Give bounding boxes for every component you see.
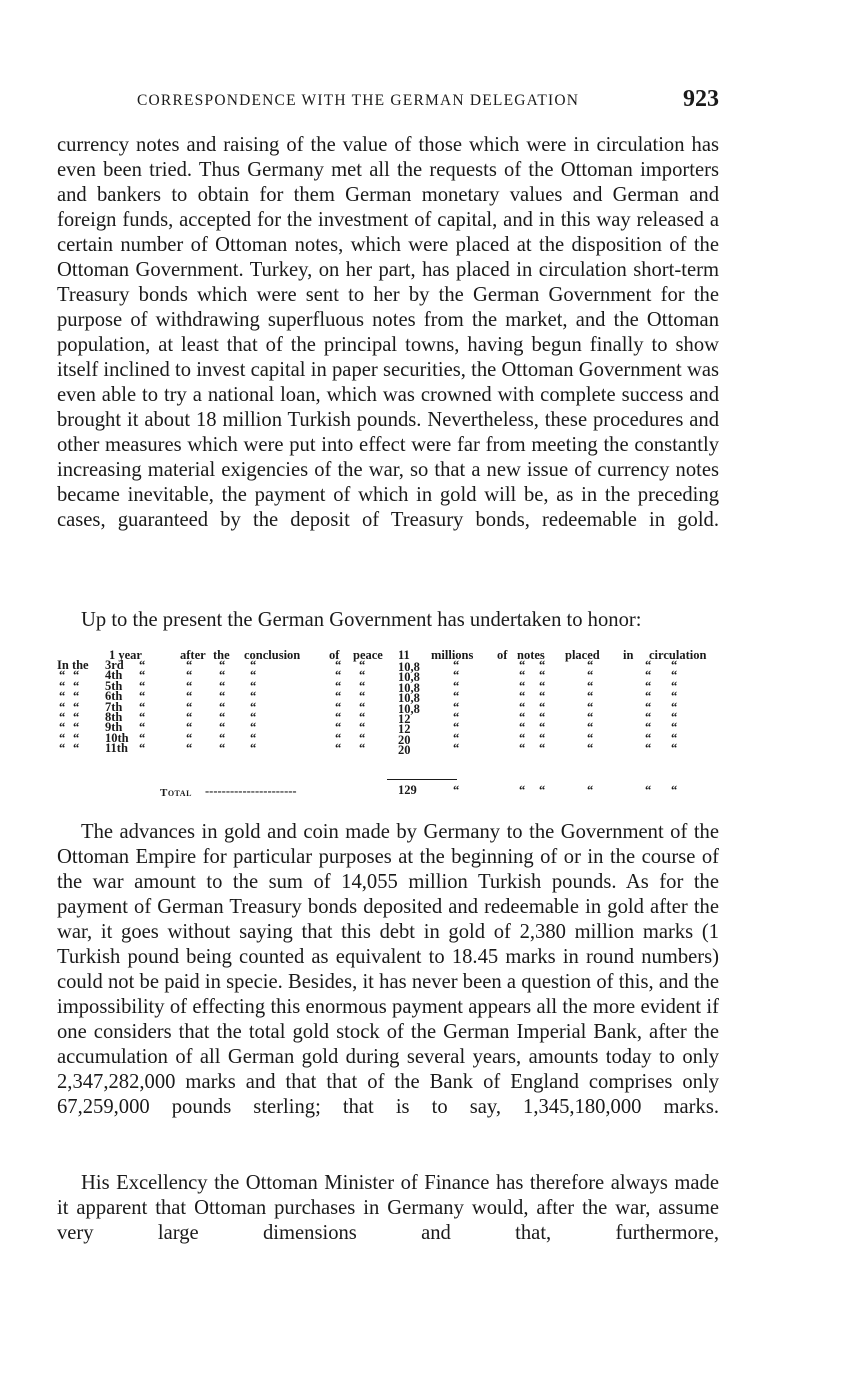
ditto-mark: “ [139,689,146,704]
redemption-schedule-table [57,646,737,799]
ditto-mark: “ [519,699,526,714]
ditto-mark: “ [587,720,594,735]
ditto-mark: “ [453,678,460,693]
ditto-mark: “ [587,668,594,683]
ditto-mark: “ [335,730,342,745]
ditto-mark: “ [335,668,342,683]
schedule-trail-word: in [623,648,634,662]
ditto-mark: “ [539,668,546,683]
ditto-mark: “ [250,720,257,735]
ditto-mark: “ [186,699,193,714]
ditto-mark: “ [539,720,546,735]
ditto-mark: “ [645,699,652,714]
ditto-mark: “ [645,658,652,672]
ditto-mark: “ [186,730,193,745]
ditto-mark: “ [587,783,594,797]
schedule-row-label: 7th [105,699,123,714]
ditto-mark: “ [59,689,66,704]
schedule-amount: 10,8 [398,691,420,706]
page-header [57,86,719,116]
ditto-mark: “ [359,710,366,724]
ditto-mark: “ [73,689,80,704]
ditto-mark: “ [186,741,193,756]
ditto-mark: “ [73,730,80,745]
ditto-mark: “ [219,678,226,693]
ditto-mark: “ [186,710,193,724]
schedule-trail-word: of [497,648,508,662]
ditto-mark: “ [335,658,342,672]
ditto-mark: “ [645,689,652,704]
ditto-mark: “ [539,689,546,704]
ditto-mark: “ [59,730,66,745]
ditto-mark: “ [73,668,80,683]
schedule-row-label: 3rd [105,658,124,672]
schedule-row-label: 9th [105,720,123,735]
ditto-mark: “ [59,678,66,693]
schedule-amount: 10,8 [398,660,420,674]
schedule-in-the: In the [57,658,89,672]
ditto-mark: “ [519,710,526,724]
ditto-mark: “ [335,741,342,756]
ditto-mark: “ [519,689,526,704]
paragraph-currency-notes: currency notes and raising of the value of those which were in circulation has even been tried. Thus Germany met all the requests of the Ottoman importers and bankers to obtain for them German monetary values and German and foreign funds, accepted for the investment of capital, and in this way released a certain number of Ottoman notes, which were placed at the disposition of the Ottoman Government. Turkey, on her part, has placed in circulation short-term Treasury bonds which were sent to her by the German Government for the purpose of withdrawing superfluous notes from the market, and the Ottoman population, at least that of the principal towns, having begun finally to show itself inclined to invest capital in paper securities, the Ottoman Government was even able to try a national loan, which was crowned with complete success and brought it about 18 million Turkish pounds. Nevertheless, these procedures and other measures which were put into effect were far from meeting the constantly increasing material exigencies of the war, so that a new issue of currency notes became inevitable, the payment of which in gold will be, as in the preceding cases, guaranteed by the deposit of Treasury bonds, redeemable in gold. [57,134,719,531]
ditto-mark: “ [186,668,193,683]
ditto-mark: “ [587,658,594,672]
ditto-mark: “ [59,699,66,714]
ditto-mark: “ [453,658,460,672]
ditto-mark: “ [645,720,652,735]
ditto-mark: “ [359,668,366,683]
ditto-mark: “ [587,730,594,745]
total-leader-dashes: ---------------------- [205,784,297,798]
ditto-mark: “ [139,699,146,714]
ditto-mark: “ [335,689,342,704]
schedule-trail-word: notes [517,648,545,662]
ditto-mark: “ [453,710,460,724]
ditto-mark: “ [539,658,546,672]
ditto-mark: “ [453,720,460,735]
schedule-trail-word: placed [565,648,600,662]
total-amount: 129 [398,783,417,797]
ditto-mark: “ [539,710,546,724]
ditto-mark: “ [139,668,146,683]
schedule-amount: 12 [398,722,411,737]
ditto-mark: “ [359,699,366,714]
ditto-mark: “ [219,741,226,756]
ditto-mark: “ [671,730,678,745]
ditto-mark: “ [219,710,226,724]
schedule-amount: 10,8 [398,701,420,716]
ditto-mark: “ [453,668,460,683]
ditto-mark: “ [250,710,257,724]
ditto-mark: “ [359,720,366,735]
ditto-mark: “ [453,741,460,756]
ditto-mark: “ [139,730,146,745]
ditto-mark: “ [587,710,594,724]
ditto-mark: “ [359,730,366,745]
paragraph-gold-advances: The advances in gold and coin made by Germany to the Government of the Ottoman Empire for particular purposes at the beginning of or in the course of the war amount to the sum of 14,055 million Turkish pounds. As for the payment of German Treasury bonds deposited and redeemable in gold after the war, it goes without saying that this debt in gold of 2,380 million marks (1 Turkish pound being counted as equivalent to 18.45 marks in round numbers) could not be paid in specie. Besides, it has never been a question of this, and the impossibility of effecting this enormous payment appears all the more evident if one considers that the total gold stock of the German Imperial Bank, after the accumulation of all German gold during several years, amounts today to only 2,347,282,000 marks and that that of the Bank of England comprises only 67,259,000 pounds sterling; that is to say, 1,345,180,000 marks. [57,821,719,1118]
ditto-mark: “ [539,783,546,797]
schedule-header-word: of [329,648,340,662]
ditto-mark: “ [219,668,226,683]
ditto-mark: “ [519,658,526,672]
ditto-mark: “ [587,699,594,714]
schedule-trail-word: millions [431,648,474,662]
schedule-row-label: 6th [105,689,123,704]
ditto-mark: “ [671,668,678,683]
ditto-mark: “ [671,783,678,797]
ditto-mark: “ [359,678,366,693]
ditto-mark: “ [671,658,678,672]
ditto-mark: “ [250,699,257,714]
ditto-mark: “ [671,720,678,735]
ditto-mark: “ [186,720,193,735]
ditto-mark: “ [219,730,226,745]
ditto-mark: “ [335,699,342,714]
ditto-mark: “ [587,678,594,693]
ditto-mark: “ [671,689,678,704]
ditto-mark: “ [587,741,594,756]
schedule-row-label: 11th [105,741,128,756]
ditto-mark: “ [519,678,526,693]
ditto-mark: “ [671,699,678,714]
ditto-mark: “ [73,720,80,735]
ditto-mark: “ [539,678,546,693]
ditto-mark: “ [587,689,594,704]
ditto-mark: “ [645,741,652,756]
ditto-mark: “ [335,720,342,735]
ditto-mark: “ [453,783,460,797]
ditto-mark: “ [671,678,678,693]
schedule-amount: 12 [398,712,411,726]
ditto-mark: “ [59,741,66,756]
ditto-mark: “ [645,730,652,745]
ditto-mark: “ [335,710,342,724]
ditto-mark: “ [453,699,460,714]
ditto-mark: “ [519,741,526,756]
schedule-amount: 20 [398,732,411,747]
ditto-mark: “ [645,783,652,797]
schedule-row-label: 8th [105,710,123,724]
ditto-mark: “ [250,678,257,693]
schedule-amount: 10,8 [398,680,420,695]
ditto-mark: “ [519,668,526,683]
ditto-mark: “ [539,699,546,714]
running-head: CORRESPONDENCE WITH THE GERMAN DELEGATION [137,92,580,109]
ditto-mark: “ [671,741,678,756]
total-label: Total [160,787,192,799]
ditto-mark: “ [519,720,526,735]
ditto-mark: “ [250,730,257,745]
total-rule [387,779,457,780]
schedule-amount: 20 [398,743,411,758]
ditto-mark: “ [186,689,193,704]
ditto-mark: “ [73,678,80,693]
ditto-mark: “ [59,710,66,724]
ditto-mark: “ [645,710,652,724]
ditto-mark: “ [453,689,460,704]
ditto-mark: “ [250,741,257,756]
ditto-mark: “ [645,678,652,693]
schedule-amount: 11 [398,648,410,662]
ditto-mark: “ [250,658,257,672]
ditto-mark: “ [359,741,366,756]
ditto-mark: “ [219,699,226,714]
ditto-mark: “ [250,668,257,683]
schedule-header-word: conclusion [244,648,301,662]
ditto-mark: “ [186,678,193,693]
ditto-mark: “ [359,658,366,672]
ditto-mark: “ [335,678,342,693]
schedule-header-word: after [180,648,206,662]
ditto-mark: “ [250,689,257,704]
schedule-amount: 10,8 [398,670,420,685]
ditto-mark: “ [186,658,193,672]
ditto-mark: “ [59,720,66,735]
ditto-mark: “ [519,783,526,797]
ditto-mark: “ [671,710,678,724]
ditto-mark: “ [73,699,80,714]
ditto-mark: “ [139,741,146,756]
ditto-mark: “ [139,720,146,735]
schedule-row-label: 5th [105,678,123,693]
ditto-mark: “ [219,720,226,735]
ditto-mark: “ [219,689,226,704]
ditto-mark: “ [73,741,80,756]
ditto-mark: “ [519,730,526,745]
schedule-header-word: the [213,648,230,662]
ditto-mark: “ [219,658,226,672]
ditto-mark: “ [539,741,546,756]
ditto-mark: “ [139,710,146,724]
schedule-trail-word: circulation [649,648,707,662]
ditto-mark: “ [73,710,80,724]
schedule-header-word: peace [353,648,383,662]
ditto-mark: “ [539,730,546,745]
ditto-mark: “ [139,678,146,693]
schedule-row-label: 4th [105,668,123,683]
schedule-row-label: 10th [105,730,129,745]
ditto-mark: “ [645,668,652,683]
ditto-mark: “ [453,730,460,745]
schedule-row-label: 1 year [109,648,142,662]
ditto-mark: “ [139,658,146,672]
paragraph-minister-of-finance: His Excellency the Ottoman Minister of Finance has therefore always made it apparent that Ottoman purchases in Germany would, after the war, assume very large dimensions and that, furthermore, [57,1172,719,1244]
paragraph-honor-intro: Up to the present the German Government has undertaken to honor: [81,609,642,631]
ditto-mark: “ [359,689,366,704]
ditto-mark: “ [59,668,66,683]
page-number: 923 [683,86,719,112]
